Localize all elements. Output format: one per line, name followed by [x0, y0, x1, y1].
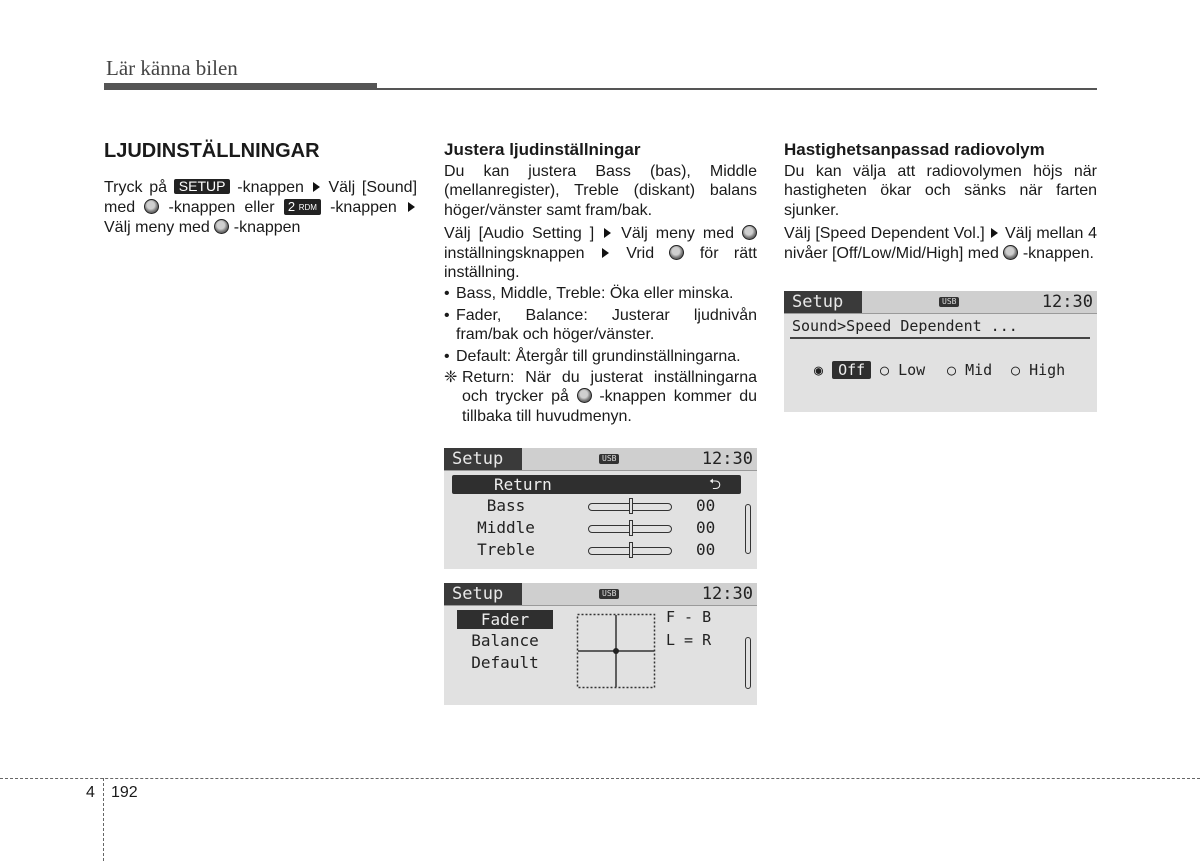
bass-value: 00: [696, 496, 716, 515]
return-note: [444, 368, 757, 426]
middle-value: 00: [696, 518, 716, 537]
header-rule-thin: [104, 88, 1097, 90]
arrow-right-icon: [313, 182, 320, 192]
list-item-text: Bass, Middle, Treble: Öka eller minska.: [456, 285, 734, 303]
lcd-row-return: [452, 475, 741, 494]
text-valj-sound: Välj [Sound] med: [104, 179, 418, 216]
lcd-item-default: Default: [471, 653, 539, 672]
knob-icon: [1003, 245, 1018, 260]
note-text-a: Return: När du justerat inställningarna och trycker på: [462, 369, 757, 406]
text-valj-mellan: Välj mellan 4 nivåer [Off/Low/Mid/High] med: [784, 225, 1097, 262]
section-heading: LJUDINSTÄLLNINGAR: [104, 140, 320, 162]
lcd-clock: 12:30: [1041, 292, 1093, 312]
text-knappen: -knappen: [237, 179, 304, 196]
text-tryck: Tryck på: [104, 179, 168, 196]
text-knappen: -knappen.: [1022, 244, 1094, 262]
arrow-right-icon: [602, 248, 609, 258]
intro-paragraph: Du kan justera Bass (bas), Middle (mellanregister), Treble (diskant) balans höger/vänster samt fram/bak.: [444, 163, 757, 219]
treble-value: 00: [696, 540, 716, 559]
lcd-clock: 12:30: [701, 449, 753, 469]
column-1: [104, 140, 417, 238]
section-heading: Justera ljudinställningar: [444, 140, 641, 159]
return-label: Return: [494, 475, 552, 494]
list-item-text: Fader, Balance: Justerar ljudnivån fram/bak och höger/vänster.: [456, 306, 757, 344]
column-2: [444, 140, 757, 426]
lcd-fader-balance: [444, 583, 757, 705]
lcd-scrollbar: [745, 504, 751, 554]
knob-icon: [577, 388, 592, 403]
rdm-number: 2: [287, 199, 296, 214]
setup-button-icon: SETUP: [174, 179, 231, 194]
instruction-paragraph: [444, 224, 757, 282]
text-knappen-3: -knappen: [233, 219, 301, 236]
lcd-topbar: [784, 291, 1097, 314]
lcd-scrollbar: [745, 637, 751, 689]
knob-icon: [144, 199, 159, 214]
option-high-label: High: [1029, 361, 1066, 379]
text-for-ratt: för rätt inställning.: [444, 244, 757, 282]
slider-handle: [629, 542, 633, 558]
list-item-text: Default: Återgår till grundinställningarna.: [456, 347, 741, 365]
intro-paragraph: Du kan välja att radiovolymen höjs när hastigheten ökar och sänks när farten sjunker.: [784, 163, 1097, 219]
radio-selected-icon: ◉: [814, 361, 824, 379]
lcd-clock: 12:30: [701, 584, 753, 604]
section-heading: Hastighetsanpassad radiovolym: [784, 140, 1045, 159]
rdm-label: RDM: [298, 203, 317, 212]
text-installningsknappen: inställningsknappen: [444, 244, 585, 262]
lcd-item-fader: Fader: [457, 610, 553, 629]
running-header: Lär känna bilen: [106, 56, 238, 80]
lcd-tab-setup: Setup: [444, 583, 522, 605]
usb-icon: USB: [939, 297, 959, 307]
text-valj-speed: Välj [Speed Dependent Vol.]: [784, 225, 985, 243]
option-low-label: Low: [898, 361, 926, 379]
option-low: [880, 360, 925, 380]
instruction-paragraph: [784, 224, 1097, 263]
radio-icon: ○: [1011, 361, 1021, 379]
text-valj-audio: Välj [Audio Setting ]: [444, 225, 595, 243]
text-valj-meny: Välj meny med: [104, 219, 210, 236]
list-item: [444, 306, 757, 345]
lcd-tab-setup: Setup: [444, 448, 522, 470]
knob-icon: [669, 245, 684, 260]
option-off: [814, 360, 871, 380]
footer-vertical-rule: [103, 778, 104, 861]
option-mid: [947, 360, 992, 380]
arrow-right-icon: [991, 228, 998, 238]
usb-icon: USB: [599, 454, 619, 464]
arrow-right-icon: [604, 228, 611, 238]
balance-value: L = R: [666, 631, 712, 649]
column-3: [784, 140, 1097, 263]
arrow-right-icon: [408, 202, 415, 212]
knob-icon: [742, 225, 757, 240]
lcd-row-treble: Treble: [477, 540, 535, 559]
radio-icon: ○: [880, 361, 890, 379]
rdm-button-icon: [284, 199, 321, 215]
lcd-audio-settings: [444, 448, 757, 569]
lcd-topbar: [444, 583, 757, 606]
lcd-tab-setup: Setup: [784, 291, 862, 313]
bullet-icon: •: [444, 306, 450, 324]
lcd-speed-dependent: [784, 291, 1097, 412]
list-item: [444, 347, 757, 366]
lcd-menu-path: Sound>Speed Dependent ...: [792, 317, 1018, 335]
list-item: [444, 284, 757, 303]
page-number: 192: [111, 784, 138, 801]
bass-slider: [588, 503, 672, 511]
note-text-b: -knappen kommer du tillbaka till huvudmenyn.: [462, 388, 758, 425]
text-valj-meny: Välj meny med: [621, 225, 735, 243]
footer-rule: [0, 778, 1200, 779]
fader-value: F - B: [666, 608, 712, 626]
text-knappen-2: -knappen: [330, 199, 397, 216]
lcd-topbar: [444, 448, 757, 471]
bullet-list: [444, 284, 757, 366]
text-vrid: Vrid: [626, 244, 655, 262]
bullet-icon: •: [444, 285, 450, 303]
text-knappen-eller: -knappen eller: [168, 199, 275, 216]
note-icon: ❈: [444, 369, 458, 387]
middle-slider: [588, 525, 672, 533]
balance-grid: [576, 613, 656, 689]
bullet-icon: •: [444, 347, 450, 365]
option-high: [1011, 360, 1065, 380]
lcd-row-middle: Middle: [477, 518, 535, 537]
lcd-divider: [790, 337, 1090, 339]
instruction-paragraph: [104, 178, 417, 238]
option-mid-label: Mid: [965, 361, 993, 379]
slider-handle: [629, 498, 633, 514]
lcd-item-balance: Balance: [471, 631, 539, 650]
lcd-row-bass: Bass: [486, 496, 526, 515]
chapter-number: 4: [86, 784, 95, 801]
knob-icon: [214, 219, 229, 234]
option-off-label: Off: [832, 361, 871, 379]
radio-icon: ○: [947, 361, 957, 379]
slider-handle: [629, 520, 633, 536]
usb-icon: USB: [599, 589, 619, 599]
return-arrow-icon: ⮌: [708, 475, 721, 493]
treble-slider: [588, 547, 672, 555]
